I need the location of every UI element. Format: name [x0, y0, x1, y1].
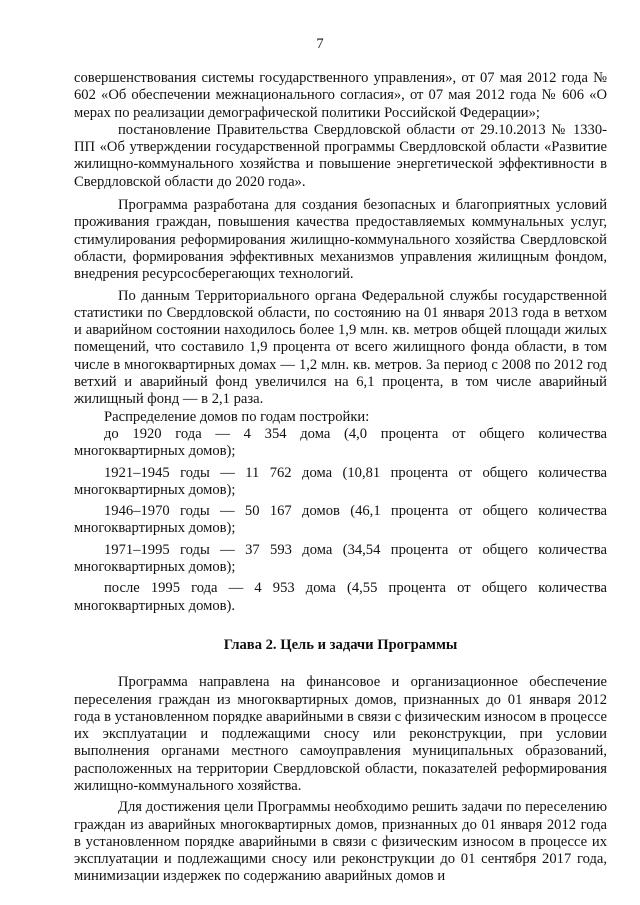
paragraph-decrees-continued: совершенствования системы государственного управления», от 07 мая 2012 года № 602 «Об обеспечении межнационального согласия», от 07 мая 2012 года № 606 «О мерах по реализации демографической политики Российской Федерации»;	[74, 70, 607, 121]
paragraph-program-purpose: Программа разработана для создания безопасных и благоприятных условий проживания граждан, повышения качества предоставляемых коммунальных услуг, стимулирования реформирования жилищно-коммунального хозяйства Свердловской области, формирования эффективных механизмов управления жилищным фондом, внедрения ресурсосберегающих технологий.	[74, 197, 607, 283]
distribution-item: 1971–1995 годы — 37 593 дома (34,54 процента от общего количества многоквартирных домов);	[74, 541, 607, 576]
distribution-item: 1946–1970 годы — 50 167 домов (46,1 процента от общего количества многоквартирных домов);	[74, 503, 607, 537]
paragraph-statistics: По данным Территориального органа Федеральной службы государственной статистики по Свердловской области, по состоянию на 01 января 2013 года в ветхом и аварийном состоянии находилось более 1,9 млн. кв. метров общей площади жилых помещений, что составило 1,9 процента от всего жилищного фонда области, в том числе в многоквартирных домах — 1,2 млн. кв. метров. За период с 2008 по 2012 год ветхий и аварийный фонд увеличился на 6,1 процента, в том числе аварийный жилищный фонд — в 2,1 раза.	[74, 287, 607, 408]
distribution-item: после 1995 года — 4 953 дома (4,55 процента от общего количества многоквартирных домов).	[74, 580, 607, 614]
chapter-title: Глава 2. Цель и задачи Программы	[223, 636, 458, 653]
paragraph-program-tasks: Для достижения цели Программы необходимо решить задачи по переселению граждан из аварийных многоквартирных домов, признанных до 01 января 2012 года в установленном порядке аварийными в связи с физическим износом в процессе их эксплуатации и подлежащими сносу или реконструкции до 01 сентября 2017 года, минимизации издержек по содержанию аварийных домов и	[74, 799, 607, 885]
distribution-item: 1921–1945 годы — 11 762 дома (10,81 процента от общего количества многоквартирных домов);	[74, 464, 607, 498]
paragraph-government-resolution: постановление Правительства Свердловской области от 29.10.2013 № 1330-ПП «Об утверждении государственной программы Свердловской области «Развитие жилищно-коммунального хозяйства и повышение энергетической эффективности в Свердловской области до 2020 года».	[74, 121, 607, 190]
paragraph-program-direction: Программа направлена на финансовое и организационное обеспечение переселения граждан из многоквартирных домов, признанных до 01 января 2012 года в установленном порядке аварийными в связи с физическим износом в процессе их эксплуатации и подлежащими сносу или реконструкции, при условии выполнения органами местного самоуправления муниципальных образований, расположенных на территории Свердловской области, показателей реформирования жилищно-коммунального хозяйства.	[74, 674, 607, 794]
distribution-item: до 1920 года — 4 354 дома (4,0 процента от общего количества многоквартирных домов);	[74, 425, 607, 460]
page-number: 7	[316, 36, 324, 52]
paragraph-distribution-heading: Распределение домов по годам постройки:	[104, 408, 370, 425]
page-content	[74, 70, 607, 886]
